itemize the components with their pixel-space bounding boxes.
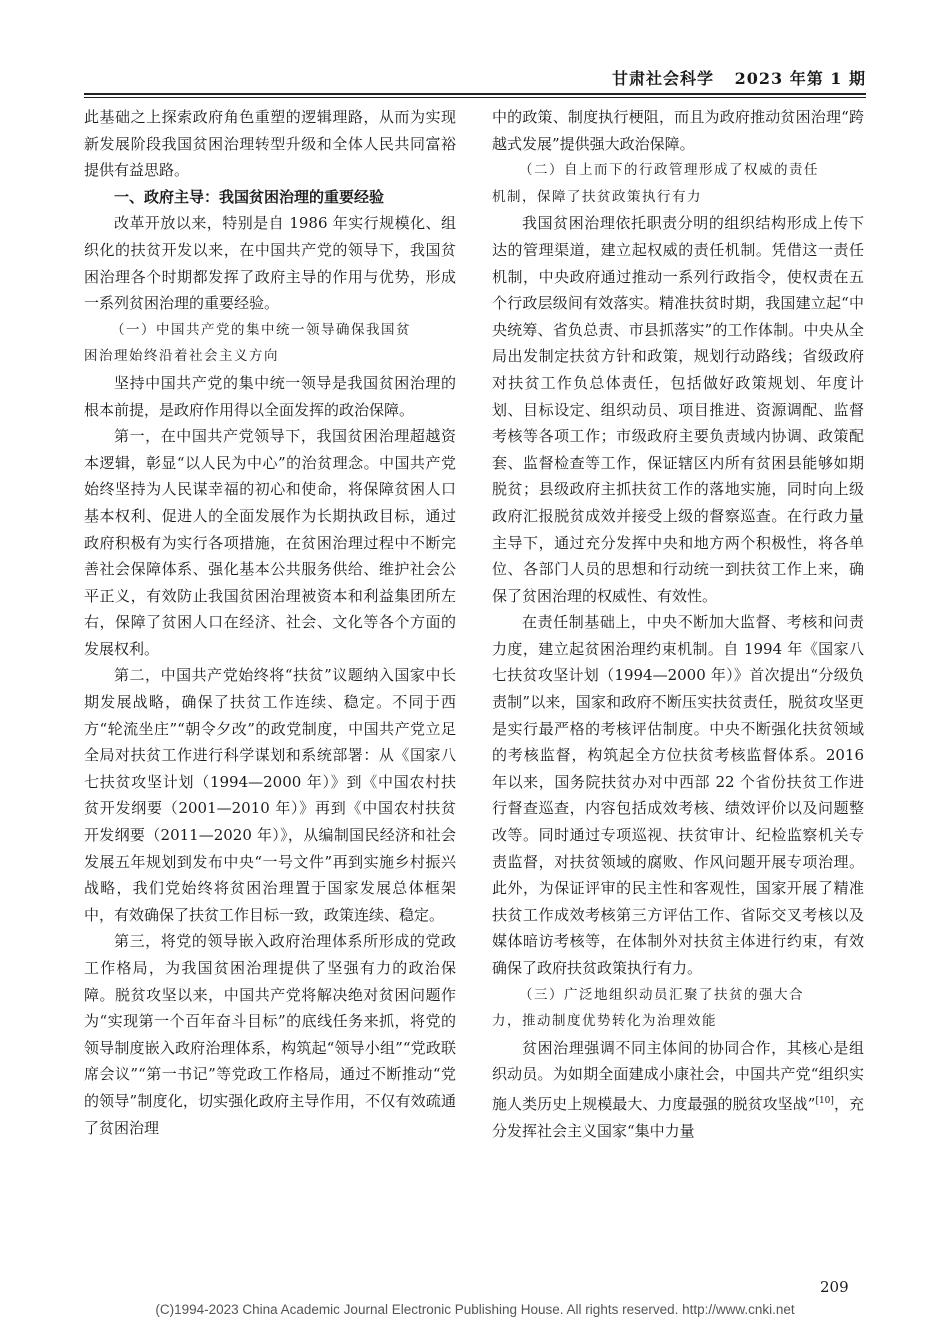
subsection-heading — [84, 317, 456, 370]
page-number: 209 — [820, 1278, 849, 1296]
journal-title: 甘肃社会科学 — [612, 69, 715, 88]
copyright-footer: (C)1994-2023 China Academic Journal Electronic Publishing House. All rights reserved. http://www.cnki.net — [155, 1302, 795, 1317]
paragraph: 此基础之上探索政府角色重塑的逻辑理路，从而为实现新发展阶段我国贫困治理转型升级和全体人民共同富裕提供有益思路。 — [84, 108, 456, 180]
paragraph: 在责任制基础上，中央不断加大监督、考核和问责力度，建立起贫困治理约束机制。自 1994 年《国家八七扶贫攻坚计划（1994—2000 年）》首次提出“分级负责制”以来，国家和政府不断压实扶贫责任，脱贫攻坚更是实行最严格的考核评估制度。中央不断强化扶贫领域的考核监督，构筑起全方位扶贫考核监督体系。2016 年以来，国务院扶贫办对中西部 22 个省份扶贫工作进行督查巡查，内容包括成效考核、绩效评价以及问题整改等。同时通过专项巡视、扶贫审计、纪检监察机关专责监督，对扶贫领域的腐败、作风问题开展专项治理。此外，为保证评审的民主性和客观性，国家开展了精准扶贫工作成效考核第三方评估工作、省际交叉考核以及媒体暗访考核等，在体制外对扶贫主体进行约束，有效确保了政府扶贫政策执行有力。 — [492, 613, 864, 977]
paragraph: 第一，在中国共产党领导下，我国贫困治理超越资本逻辑，彰显“以人民为中心”的治贫理念。中国共产党始终坚持为人民谋幸福的初心和使命，将保障贫困人口基本权利、促进人的全面发展作为长期执政目标，通过政府积极有为实行各项措施，在贫困治理过程中不断完善社会保障体系、强化基本公共服务供给、维护社会公平正义，有效防止我国贫困治理被资本和利益集团所左右，保障了贫困人口在经济、社会、文化等各个方面的发展权利。 — [84, 427, 456, 658]
subsection-heading-line: 机制，保障了扶贫政策执行有力 — [492, 188, 702, 205]
paragraph: 改革开放以来，特别是自 1986 年实行规模化、组织化的扶贫开发以来，在中国共产党的领导下，我国贫困治理各个时期都发挥了政府主导的作用与优势，形成一系列贫困治理的重要经验。 — [84, 214, 456, 313]
paragraph: 我国贫困治理依托职责分明的组织结构形成上传下达的管理渠道，建立起权威的责任机制。凭借这一责任机制，中央政府通过推动一系列行政指令，使权责在五个行政层级间有效落实。精准扶贫时期，我国建立起“中央统筹、省负总责、市县抓落实”的工作体制。中央从全局出发制定扶贫方针和政策，规划行动路线；省级政府对扶贫工作负总体责任，包括做好政策规划、年度计划、目标设定、组织动员、项目推进、资源调配、监督考核等各项工作；市级政府主要负责域内协调、政策配套、监督检查等工作，保证辖区内所有贫困县能够如期脱贫；县级政府主抓扶贫工作的落地实施，同时向上级政府汇报脱贫成效并接受上级的督察巡查。在行政力量主导下，通过充分发挥中央和地方两个积极性，将各单位、各部门人员的思想和行动统一到扶贫工作上来，确保了贫困治理的权威性、有效性。 — [492, 214, 864, 605]
subsection-heading — [492, 157, 864, 210]
subsection-heading-line: 困治理始终沿着社会主义方向 — [84, 348, 279, 365]
left-column — [84, 104, 456, 1141]
paragraph-text: 贫困治理强调不同主体间的协同合作，其核心是组织动员。为如期全面建成小康社会，中国共产党“组织实施人类历史上规模最大、力度最强的脱贫攻坚战” — [492, 1038, 864, 1113]
subsection-heading-line: （三）广泛地组织动员汇聚了扶贫的强大合 — [519, 986, 804, 1003]
subsection-heading — [492, 982, 864, 1035]
citation-ref[interactable]: [10] — [815, 1095, 834, 1106]
header-rule-thin — [84, 97, 866, 98]
running-header — [84, 66, 866, 88]
paragraph: 坚持中国共产党的集中统一领导是我国贫困治理的根本前提，是政府作用得以全面发挥的政治保障。 — [84, 373, 456, 419]
paragraph: 中的政策、制度执行梗阻，而且为政府推动贫困治理“跨越式发展”提供强大政治保障。 — [492, 108, 864, 153]
paragraph: 第二，中国共产党始终将“扶贫”议题纳入国家中长期发展战略，确保了扶贫工作连续、稳定。不同于西方“轮流坐庄”“朝令夕改”的政党制度，中国共产党立足全局对扶贫工作进行科学谋划和系统部署：从《国家八七扶贫攻坚计划（1994—2000 年）》到《中国农村扶贫开发纲要（2001—2010 年）》再到《中国农村扶贫开发纲要（2011—2020 年）》，从编制国民经济和社会发展五年规划到发布中央“一号文件”再到实施乡村振兴战略，我们党始终将贫困治理置于国家发展总体框架中，有效确保了扶贫工作目标一致，政策连续、稳定。 — [84, 666, 456, 924]
journal-issue: 2023 年第 1 期 — [734, 69, 866, 88]
paragraph-text: ，充分发挥社会主义国家“集中力量 — [492, 1094, 864, 1140]
section-heading: 一、政府主导：我国贫困治理的重要经验 — [114, 187, 385, 206]
header-rule — [84, 93, 866, 95]
paragraph — [492, 1035, 864, 1144]
subsection-heading-line: （一）中国共产党的集中统一领导确保我国贫 — [111, 321, 411, 338]
subsection-heading-line: （二）自上而下的行政管理形成了权威的责任 — [519, 162, 819, 179]
subsection-heading-line: 力，推动制度优势转化为治理效能 — [492, 1013, 717, 1030]
right-column — [492, 104, 864, 1144]
paragraph: 第三，将党的领导嵌入政府治理体系所形成的党政工作格局，为我国贫困治理提供了坚强有力的政治保障。脱贫攻坚以来，中国共产党将解决绝对贫困问题作为“实现第一个百年奋斗目标”的底线任务来抓，将党的领导制度嵌入政府治理体系，构筑起“领导小组”“党政联席会议”“第一书记”等党政工作格局，通过不断推动“党的领导”制度化，切实强化政府主导作用，不仅有效疏通了贫困治理 — [84, 932, 456, 1137]
